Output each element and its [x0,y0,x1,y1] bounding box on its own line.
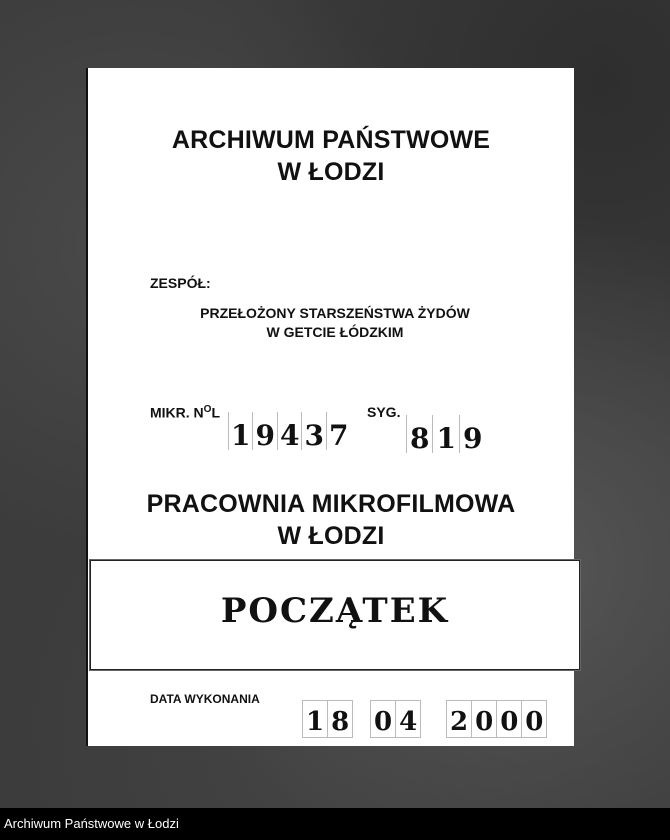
workshop-name-line1: PRACOWNIA MIKROFILMOWA [146,490,516,518]
signature-digit: 8 [406,415,432,453]
date-digit: 4 [395,701,420,737]
workshop-name-line2: W ŁODZI [277,522,385,550]
date-label: DATA WYKONANIA [150,692,260,706]
start-banner [90,560,580,670]
microfilm-digit: 4 [277,412,301,450]
signature-digit: 9 [459,415,485,453]
date-digit: 0 [496,701,521,737]
date-month [370,700,421,738]
archive-name-line1: ARCHIWUM PAŃSTWOWE [171,126,491,154]
start-banner-text: POCZĄTEK [220,591,450,631]
microfilm-digit: 1 [228,412,252,450]
archive-name-line2: W ŁODZI [277,158,385,186]
date-digit: 0 [374,707,393,737]
fond-name-line2: W GETCIE ŁÓDZKIM [266,324,404,340]
signature-label: SYG. [367,404,401,420]
date-digit: 2 [450,707,469,737]
date-year [446,700,547,738]
date-digit: 0 [471,701,496,737]
fond-label: ZESPÓŁ: [150,275,211,291]
fond-name-line1: PRZEŁOŻONY STARSZEŃSTWA ŻYDÓW [200,305,470,321]
date-digit: 1 [306,707,325,737]
date-digit: 8 [327,701,352,737]
microfilm-digit: 7 [326,412,350,450]
footer-bar [0,808,670,840]
signature-number [406,407,485,453]
date-digit: 0 [521,701,546,737]
signature-digit: 1 [432,415,458,453]
microfilm-number [228,404,350,450]
microfilm-digit: 9 [252,412,276,450]
microfilm-number-label: MIKR. $N^OL$ [150,404,221,421]
date-day [302,700,353,738]
microfilm-digit: 3 [301,412,325,450]
footer-caption: Archiwum Państwowe w Łodzi [4,816,179,831]
